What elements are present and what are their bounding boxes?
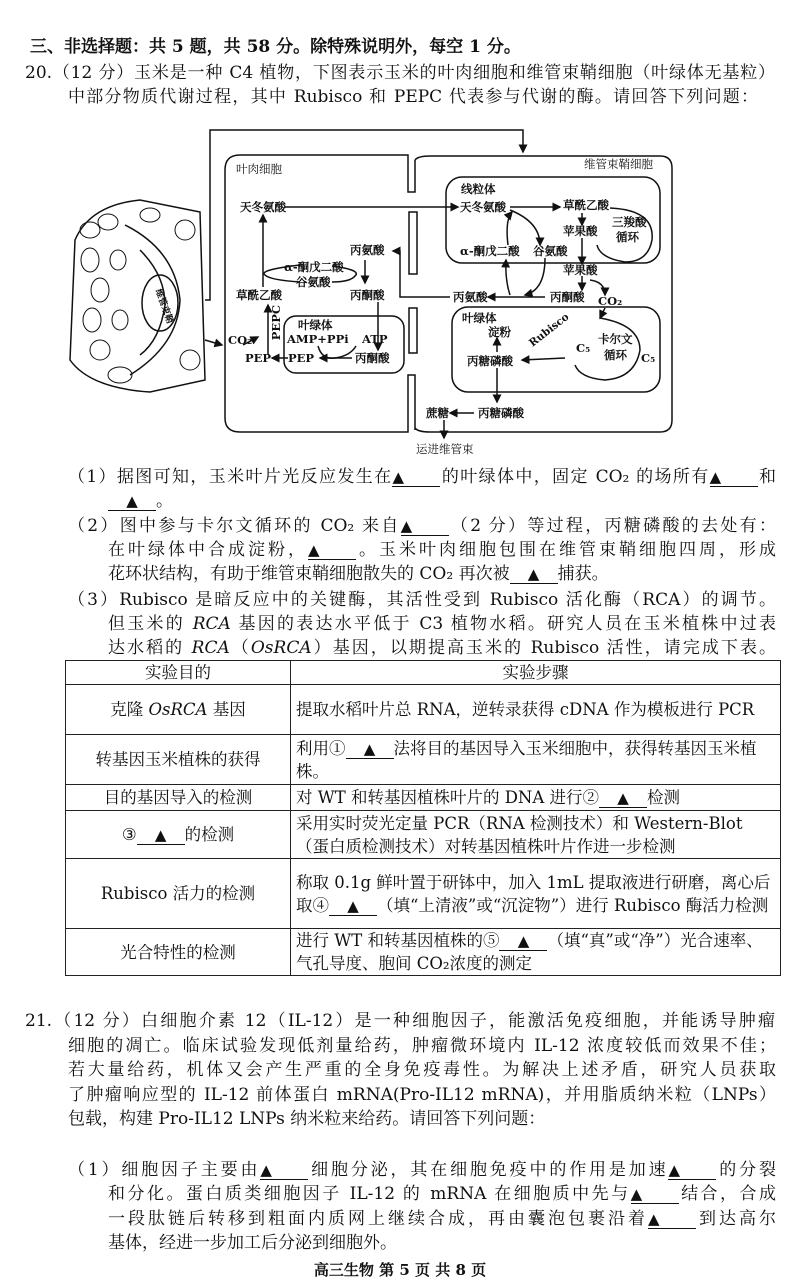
text-segment: ③ (121, 825, 137, 844)
label-pyruvate-bs: 丙酮酸 (550, 290, 585, 304)
cell-goal (66, 859, 291, 929)
text-segment: 在叶绿体中合成淀粉， (108, 540, 308, 560)
text-segment: 转基因玉米植株的获得 (95, 750, 261, 769)
label-chloroplast-bs: 叶绿体 (462, 311, 497, 325)
text-segment: （2 分）等过程，丙糖磷酸的去处有： (448, 516, 776, 536)
section-header: 三、非选择题：共 5 题，共 58 分。除特殊说明外，每空 1 分。 (30, 37, 521, 57)
text-line (108, 490, 173, 512)
table-header-steps: 实验步骤 (291, 661, 781, 685)
label-glutamate-mito: 谷氨酸 (533, 244, 568, 258)
label-malate-mito: 苹果酸 (563, 224, 598, 238)
italic-gene-name: OsRCA (148, 700, 208, 719)
cell-goal (66, 685, 291, 735)
label-chloroplast-mesophyll: 叶绿体 (298, 318, 333, 332)
text-segment: （ (229, 638, 251, 658)
text-segment: 达水稻的 (108, 638, 192, 658)
text-segment: （1）据图可知，玉米叶片光反应发生在 (68, 467, 393, 487)
text-segment: 花环状结构，有助于维管束鞘细胞散失的 CO₂ 再次被 (108, 564, 510, 584)
table-row (66, 685, 781, 735)
italic-gene-name: RCA (192, 614, 231, 634)
answer-blank: ▲ (401, 517, 449, 536)
text-segment: 了肿瘤响应型的 IL-12 前体蛋白 mRNA(Pro-IL12 mRNA)，并用脂质纳米粒（LNPs） (68, 1085, 776, 1105)
table-row (66, 859, 781, 929)
label-rubisco: Rubisco (526, 310, 572, 350)
label-co2-bs: CO₂ (598, 294, 623, 308)
text-line (68, 589, 776, 611)
label-c5-right: C₅ (641, 351, 656, 365)
cell-steps (291, 735, 781, 785)
text-segment: 结合，合成 (678, 1184, 776, 1204)
text-segment: 的叶绿体中，固定 CO₂ 的场所有 (440, 467, 710, 487)
cell-steps (291, 811, 781, 859)
label-calvin-cycle: 循环 (604, 348, 627, 362)
label-co2: CO₂ (228, 333, 253, 347)
text-segment: 对 WT 和转基因植株叶片的 DNA 进行② (296, 788, 600, 807)
cell-goal (66, 735, 291, 785)
label-vascular-sheath-leaf: 维管束鞘 (152, 287, 175, 325)
answer-blank: ▲ (668, 1161, 716, 1180)
cell-goal (66, 929, 291, 976)
text-line (108, 1208, 776, 1230)
text-segment: （2）图中参与卡尔文循环的 CO₂ 来自 (68, 516, 401, 536)
text-segment: 称取 0.1g 鲜叶置于研钵中，加入 1mL 提取液进行研磨，离心后取④ (296, 872, 771, 915)
text-segment: 目的基因导入的检测 (103, 788, 253, 807)
text-segment: ）基因，以期提高玉米的 Rubisco 活性，请完成下表。 (311, 638, 777, 658)
text-segment: 检测 (647, 788, 681, 807)
text-segment: 基因的表达水平低于 C3 植物水稻。研究人员在玉米植株中过表 (230, 614, 776, 634)
label-triose-phosphate-cytosol: 丙糖磷酸 (478, 406, 524, 420)
label-alanine: 丙氨酸 (350, 243, 385, 257)
answer-blank: ▲ (137, 826, 185, 845)
label-malate: 苹果酸 (563, 263, 598, 277)
table-row (66, 785, 781, 811)
text-segment: 和 (757, 467, 776, 487)
label-triose-phosphate: 丙糖磷酸 (467, 354, 513, 368)
label-alpha-ketoglutarate-mito: α-酮戊二酸 (460, 244, 520, 258)
text-segment: 提取水稻叶片总 RNA，逆转录获得 cDNA 作为模板进行 PCR (296, 700, 755, 719)
label-alpha-ketoglutarate: α-酮戊二酸 (284, 260, 344, 274)
label-pep: PEP (245, 351, 272, 365)
text-line (68, 1084, 776, 1106)
label-calvin: 卡尔文 (598, 332, 633, 346)
text-line (108, 613, 776, 635)
text-line (25, 1010, 775, 1032)
label-pyruvate: 丙酮酸 (350, 288, 385, 302)
text-segment: 21.（12 分）白细胞介素 12（IL-12）是一种细胞因子，能激活免疫细胞，并能诱导肿瘤 (25, 1011, 775, 1031)
answer-blank: ▲ (392, 468, 440, 487)
cell-goal (66, 811, 291, 859)
label-pep-chloroplast: PEP (288, 351, 315, 365)
text-segment: 细胞的凋亡。临床试验发现低剂量给药，肿瘤微环境内 IL-12 浓度较低而效果不佳； (68, 1036, 776, 1056)
text-segment: 捕获。 (557, 564, 609, 584)
label-aspartate-mito: 天冬氨酸 (460, 200, 506, 214)
leaf-cross-section-drawing (70, 200, 205, 392)
text-segment: 克隆 (110, 700, 149, 719)
text-line (68, 466, 776, 488)
text-segment: 。 (156, 491, 173, 511)
answer-blank: ▲ (648, 1210, 696, 1229)
text-segment: 法将目的基因导入玉米细胞中，获得转基因玉米植株。 (296, 738, 757, 781)
text-segment: 采用实时荧光定量 PCR（RNA 检测技术）和 Western-Blot（蛋白质检测技术）对转基因植株叶片作进一步检测 (296, 813, 743, 856)
label-pyruvate-chloroplast: 丙酮酸 (355, 351, 390, 365)
text-line (68, 1108, 545, 1130)
text-segment: 细胞分泌，其在细胞免疫中的作用是加速 (308, 1160, 669, 1180)
label-mitochondrion: 线粒体 (461, 182, 496, 196)
text-line (108, 1183, 776, 1205)
answer-blank: ▲ (260, 1161, 308, 1180)
label-tca: 三羧酸 (612, 215, 647, 229)
text-segment: （填“上清液”或“沉淀物”）进行 Rubisco 酶活力检测 (377, 895, 769, 915)
text-segment: 基体，经进一步加工后分泌到细胞外。 (108, 1233, 397, 1253)
label-alanine-bs: 丙氨酸 (453, 290, 488, 304)
text-segment: 到达高尔 (696, 1209, 776, 1229)
label-amp-ppi: AMP+PPi (287, 332, 349, 346)
text-segment: 20.（12 分）玉米是一种 C4 植物，下图表示玉米的叶肉细胞和维管束鞘细胞（叶绿体无基粒） (25, 63, 775, 83)
text-line (68, 1035, 776, 1057)
answer-blank: ▲ (631, 1185, 679, 1204)
label-pepc: PEPC (269, 305, 283, 341)
label-bundle-sheath-cell: 维管束鞘细胞 (584, 157, 653, 171)
text-line (68, 1059, 776, 1081)
table-row (66, 929, 781, 976)
text-segment: 的检测 (184, 825, 235, 844)
label-to-vascular-bundle: 运进维管束 (416, 442, 474, 456)
text-segment: 若大量给药，机体又会产生严重的全身免疫毒性。为解决上述矛盾，研究人员获取 (68, 1060, 776, 1080)
answer-blank: ▲ (710, 468, 758, 487)
text-line (108, 563, 609, 585)
answer-blank: ▲ (499, 932, 547, 951)
text-segment: Rubisco 活力的检测 (100, 884, 256, 903)
label-cycle-tca: 循环 (616, 230, 639, 244)
cell-steps (291, 929, 781, 976)
text-segment: 基因 (207, 700, 246, 719)
italic-gene-name: OsRCA (250, 638, 312, 658)
table-header-goal: 实验目的 (66, 661, 291, 685)
answer-blank: ▲ (308, 541, 356, 560)
label-mesophyll-cell: 叶肉细胞 (236, 162, 282, 176)
text-segment: （3）Rubisco 是暗反应中的关键酶，其活性受到 Rubisco 活化酶（RCA）的调节。 (68, 590, 776, 610)
table-row (66, 811, 781, 859)
text-segment: 。玉米叶肉细胞包围在维管束鞘细胞四周，形成 (356, 540, 776, 560)
answer-blank: ▲ (329, 897, 377, 916)
text-line (108, 637, 776, 659)
text-line (68, 515, 776, 537)
answer-blank: ▲ (108, 492, 156, 511)
experiment-table (65, 660, 781, 976)
text-segment: 中部分物质代谢过程，其中 Rubisco 和 PEPC 代表参与代谢的酶。请回答下列问题： (68, 87, 758, 107)
cell-steps (291, 785, 781, 811)
answer-blank: ▲ (510, 565, 558, 584)
cell-goal (66, 785, 291, 811)
table-row (66, 735, 781, 785)
label-sucrose: 蔗糖 (426, 406, 449, 420)
diagram-lines (0, 0, 800, 470)
c4-pathway-diagram (0, 0, 800, 470)
text-segment: 但玉米的 (108, 614, 193, 634)
text-segment: 和分化。蛋白质类细胞因子 IL-12 的 mRNA 在细胞质中先与 (108, 1184, 631, 1204)
label-glutamate: 谷氨酸 (296, 275, 331, 289)
text-line (68, 1159, 776, 1181)
text-segment: 一段肽链后转移到粗面内质网上继续合成，再由囊泡包裹沿着 (108, 1209, 648, 1229)
answer-blank: ▲ (346, 740, 394, 759)
label-starch: 淀粉 (488, 325, 511, 339)
cell-steps (291, 859, 781, 929)
text-line (108, 1232, 397, 1254)
page-footer: 高三生物 第 5 页 共 8 页 (313, 1261, 487, 1279)
answer-blank: ▲ (599, 789, 647, 808)
text-segment: 包载，构建 Pro-IL12 LNPs 纳米粒来给药。请回答下列问题： (68, 1109, 546, 1129)
cell-steps (291, 685, 781, 735)
text-segment: 光合特性的检测 (120, 942, 236, 962)
italic-gene-name: RCA (191, 638, 230, 658)
label-oxaloacetate-mito: 草酰乙酸 (563, 198, 609, 212)
text-segment: （填“真”或“净”）光合速率、气孔导度、胞间 CO₂浓度的测定 (296, 931, 763, 973)
text-segment: 的分裂 (716, 1160, 777, 1180)
label-oxaloacetate: 草酰乙酸 (236, 288, 282, 302)
text-segment: （1）细胞因子主要由 (68, 1160, 261, 1180)
text-segment: 进行 WT 和转基因植株的⑤ (296, 931, 500, 950)
label-atp: ATP (362, 332, 388, 346)
text-line (108, 539, 776, 561)
label-c5: C₅ (576, 341, 591, 355)
label-aspartate: 天冬氨酸 (240, 200, 286, 214)
text-segment: 利用① (296, 738, 346, 758)
